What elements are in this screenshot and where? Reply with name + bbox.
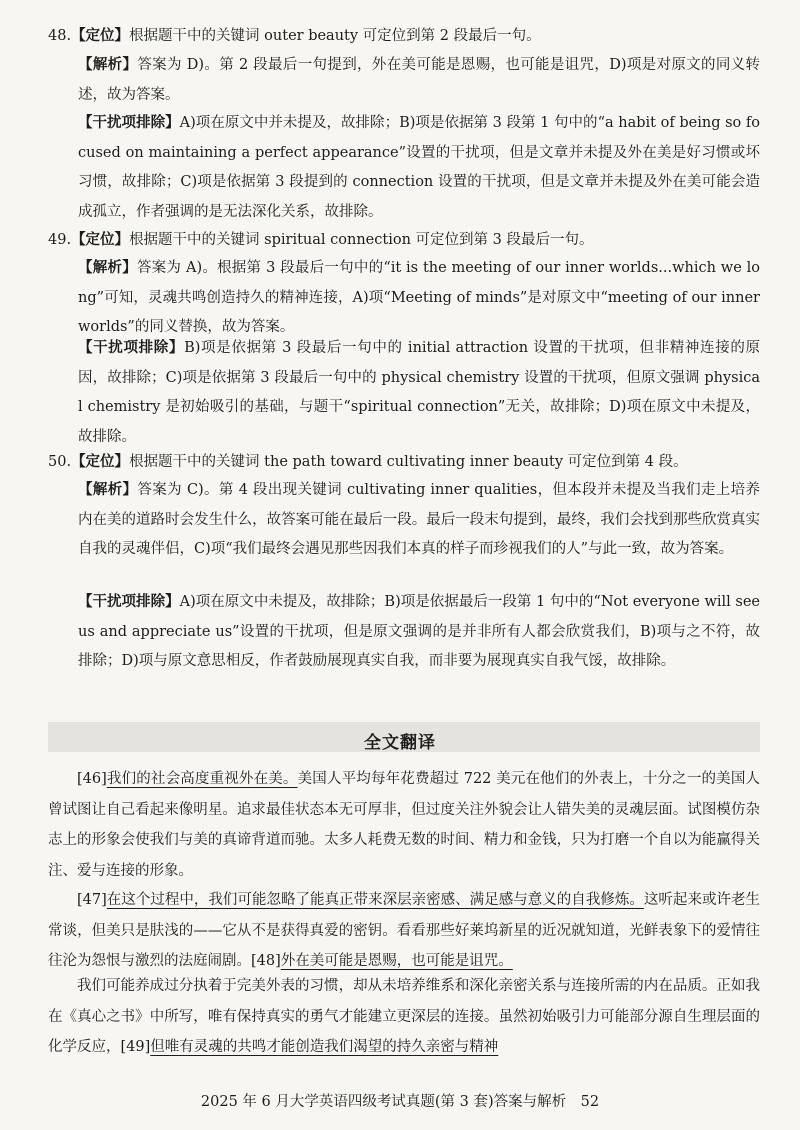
q48-locate: [48, 22, 760, 51]
q50-number: 50.: [48, 454, 72, 470]
page-footer: 2025 年 6 月大学英语四级考试真题(第 3 套)答案与解析 52: [200, 1094, 600, 1110]
q49-locate: [48, 226, 760, 255]
section-title: 全文翻译: [364, 733, 436, 753]
q48-analysis-tag: 【解析】: [78, 57, 138, 73]
q50-distractor-tag: 【干扰项排除】: [78, 594, 180, 610]
q49-distractor-text: B)项是依据第 3 段最后一句中的 initial attraction 设置的干扰项，但非精神连接的原因，故排除；C)项是依据第 3 段最后一句中的 physical chemistry 设置的干扰项，但原文强调 physical chemistry 是初始吸引的基础，与题干“spiritual connection”无关，故排除；D)项在原文中未提及，故排除。: [78, 340, 760, 445]
q50-analysis-text: 答案为 C)。第 4 段出现关键词 cultivating inner qualities，但本段并未提及当我们走上培养内在美的道路时会发生什么，故答案可能在最后一段。最后一段末句提到，最终，我们会找到那些欣赏真实自我的灵魂伴侣，C)项“我们最终会遇见那些因我们本真的样子而珍视我们的人”与此一致，故为答案。: [78, 482, 761, 557]
translation-paragraph-1: [48, 764, 760, 886]
q50-locate-tag: 【定位】: [71, 454, 130, 470]
q50-analysis: [78, 476, 760, 565]
q50-locate-text: 根据题干中的关键词 the path toward cultivating inner beauty 可定位到第 4 段。: [129, 454, 688, 470]
q50-analysis-tag: 【解析】: [78, 482, 138, 498]
q49-distractor: [78, 334, 760, 452]
translation-paragraph-2: [48, 885, 760, 977]
underlined-sentence-48: 外在美可能是恩赐，也可能是诅咒。: [280, 953, 513, 969]
underlined-sentence-49: 但唯有灵魂的共鸣才能创造我们渴望的持久亲密与精神: [150, 1039, 499, 1055]
marker-47: [47]: [77, 892, 107, 908]
q48-distractor: [78, 109, 760, 227]
q49-distractor-tag: 【干扰项排除】: [78, 340, 185, 356]
q48-distractor-tag: 【干扰项排除】: [78, 115, 180, 131]
marker-49: [49]: [120, 1039, 151, 1055]
q48-analysis-text: 答案为 D)。第 2 段最后一句提到，外在美可能是恩赐，也可能是诅咒，D)项是对原文的同义转述，故为答案。: [78, 57, 760, 103]
underlined-sentence-47: 在这个过程中，我们可能忽略了能真正带来深层亲密感、满足感与意义的自我修炼。: [106, 892, 644, 908]
translation-p1-text: 美国人平均每年花费超过 722 美元在他们的外表上，十分之一的美国人曾试图让自己看起来像明星。追求最佳状态本无可厚非，但过度关注外貌会让人错失美的灵魂层面。试图模仿杂志上的形象会使我们与美的真谛背道而驰。太多人耗费无数的时间、精力和金钱，只为打磨一个自以为能赢得关注、爱与连接的形象。: [48, 771, 760, 879]
q50-distractor-text: A)项在原文中未提及，故排除；B)项是依据最后一段第 1 句中的“Not everyone will see us and appreciate us”设置的干扰项，但是原文强调的是并非所有人都会欣赏我们，B)项与之不符，故排除；D)项与原文意思相反，作者鼓励展现真实自我，而非要为展现真实自我气馁，故排除。: [78, 594, 761, 669]
q48-analysis: [78, 51, 760, 110]
q49-number: 49.: [48, 232, 72, 248]
q49-analysis: [78, 254, 760, 343]
marker-46: [46]: [77, 771, 107, 787]
q49-locate-text: 根据题干中的关键词 spiritual connection 可定位到第 3 段最后一句。: [129, 232, 594, 248]
q48-distractor-text: A)项在原文中并未提及，故排除；B)项是依据第 3 段第 1 句中的“a habit of being so focused on maintaining a perfect appearance”设置的干扰项，但是文章并未提及外在美是好习惯或坏习惯，故排除；C)项是依据第 3 段提到的 connection 设置的干扰项，但是文章并未提及外在美可能会造成孤立，作者强调的是无法深化关系，故排除。: [78, 115, 760, 220]
q48-locate-tag: 【定位】: [71, 28, 130, 44]
q50-locate: [48, 448, 760, 477]
q50-distractor: [78, 588, 760, 677]
translation-paragraph-3: [48, 971, 760, 1063]
q49-locate-tag: 【定位】: [71, 232, 130, 248]
translation-p2-text: 这听起来或许老生常谈，但美只是肤浅的——它从不是获得真爱的密钥。看看那些好莱坞新星的近况就知道，光鲜表象下的爱情往往沦为怨恨与激烈的法庭闹剧。: [48, 892, 761, 969]
underlined-sentence-46: 我们的社会高度重视外在美。: [106, 771, 298, 787]
marker-48: [48]: [251, 953, 281, 969]
q49-analysis-tag: 【解析】: [78, 260, 137, 276]
q48-number: 48.: [48, 28, 72, 44]
translation-p3-text: 我们可能养成过分执着于完美外表的习惯，却从未培养维系和深化亲密关系与连接所需的内在品质。正如我在《真心之书》中所写，唯有保持真实的勇气才能建立更深层的连接。虽然初始吸引力可能部分源自生理层面的化学反应，: [48, 978, 760, 1055]
q49-analysis-text: 答案为 A)。根据第 3 段最后一句中的“it is the meeting of our inner worlds...which we long”可知，灵魂共鸣创造持久的精神连接，A)项“Meeting of minds”是对原文中“meeting of our inner worlds”的同义替换，故为答案。: [78, 260, 760, 335]
q48-locate-text: 根据题干中的关键词 outer beauty 可定位到第 2 段最后一句。: [129, 28, 541, 44]
